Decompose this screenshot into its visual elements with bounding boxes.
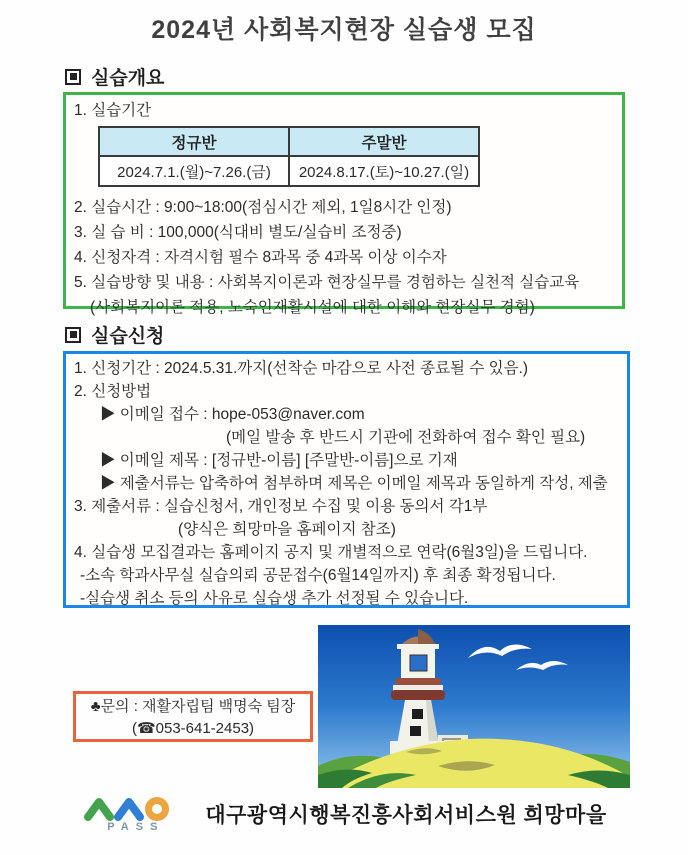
orange-ring-icon bbox=[149, 801, 166, 818]
overview-box bbox=[63, 92, 625, 316]
blue-chevron-icon bbox=[118, 802, 140, 817]
overview-line: 2. 실습시간 : 9:00~18:00(점심시간 제외, 1일8시간 인정) bbox=[74, 199, 452, 216]
overview-line-continuation: (사회복지이론 적용, 노숙인재활시설에 대한 이해와 현장실무 경험) bbox=[90, 299, 535, 316]
overview-line: 3. 실 습 비 : 100,000(식대비 별도/실습비 조정중) bbox=[74, 224, 402, 241]
application-line-note: (양식은 희망마을 홈페이지 참조) bbox=[178, 521, 396, 538]
overview-line: 4. 신청자격 : 자격시험 필수 8과목 중 4과목 이상 이수자 bbox=[74, 249, 447, 266]
page-title: 2024년 사회복지현장 실습생 모집 bbox=[151, 16, 537, 44]
application-line: 1. 신청기간 : 2024.5.31.까지(선착순 마감으로 사전 종료될 수 있음.) bbox=[74, 360, 529, 377]
pass-logo-marks bbox=[81, 795, 183, 821]
application-line: 3. 제출서류 : 실습신청서, 개인정보 수집 및 이용 동의서 각1부 bbox=[74, 498, 488, 515]
footer bbox=[0, 795, 688, 833]
section-heading-overview-label: 실습개요 bbox=[91, 68, 165, 89]
square-bullet-icon bbox=[65, 69, 81, 85]
application-line: -실습생 취소 등의 사유로 실습생 추가 선정될 수 있습니다. bbox=[80, 590, 469, 607]
section-heading-application-label: 실습신청 bbox=[91, 326, 165, 347]
application-line: 2. 신청방법 bbox=[74, 383, 152, 400]
contact-phone: (☎053-641-2453) bbox=[131, 720, 255, 737]
square-bullet-icon bbox=[65, 327, 81, 343]
application-box bbox=[63, 351, 630, 608]
application-line: -소속 학과사무실 실습의뢰 공문접수(6월14일까지) 후 최종 확정됩니다. bbox=[80, 567, 556, 584]
green-chevron-icon bbox=[88, 802, 110, 817]
application-line: ▶ 이메일 제목 : [정규반-이름] [주말반-이름]으로 기재 bbox=[100, 452, 458, 469]
table-cell-regular-dates: 2024.7.1.(월)~7.26.(금) bbox=[99, 156, 289, 186]
table-row bbox=[99, 156, 479, 186]
section-heading-overview bbox=[65, 63, 164, 90]
contact-person: ♣문의 : 재활자립팀 백명숙 팀장 bbox=[90, 698, 296, 715]
application-line: ▶ 제출서류는 압축하여 첨부하며 제목은 이메일 제목과 동일하게 작성, 제출 bbox=[100, 475, 608, 492]
application-line-note: (메일 발송 후 반드시 기관에 전화하여 접수 확인 필요) bbox=[226, 429, 586, 446]
lighthouse-illustration bbox=[318, 625, 630, 788]
overview-period-label: 1. 실습기간 bbox=[74, 102, 152, 119]
table-cell-weekend-dates: 2024.8.17.(토)~10.27.(일) bbox=[289, 156, 479, 186]
contact-box bbox=[73, 691, 313, 742]
overview-line: 5. 실습방향 및 내용 : 사회복지이론과 현장실무를 경험하는 실천적 실습교육 bbox=[74, 274, 580, 291]
application-line-email: ▶ 이메일 접수 : hope-053@naver.com bbox=[100, 406, 365, 423]
section-heading-application bbox=[65, 321, 164, 348]
pass-logo-text: PASS bbox=[107, 821, 165, 833]
table-header-row bbox=[99, 127, 479, 156]
application-line: 4. 실습생 모집결과는 홈페이지 공지 및 개별적으로 연락(6월3일)을 드립니다. bbox=[74, 544, 588, 561]
table-header-weekend-class: 주말반 bbox=[289, 127, 479, 156]
table-header-regular-class: 정규반 bbox=[99, 127, 289, 156]
organization-name: 대구광역시행복진흥사회서비스원 희망마을 bbox=[205, 804, 607, 827]
schedule-table bbox=[98, 126, 480, 187]
pass-logo bbox=[81, 795, 183, 833]
